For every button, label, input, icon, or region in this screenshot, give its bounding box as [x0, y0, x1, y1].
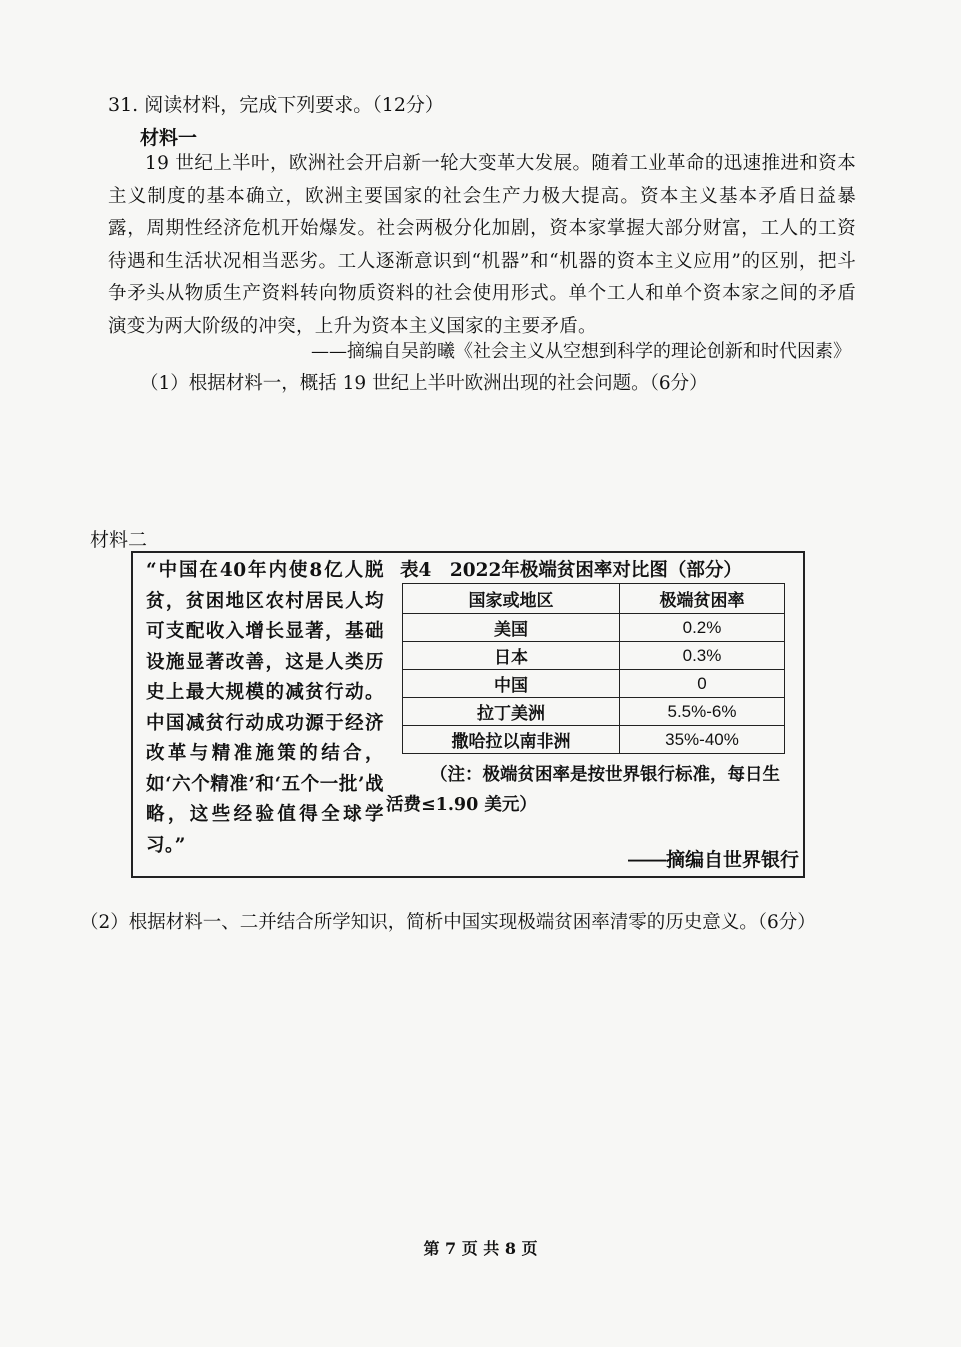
region-cell: 日本 [403, 642, 620, 670]
rate-cell: 0.3% [620, 642, 785, 670]
rate-cell: 5.5%-6% [620, 698, 785, 726]
note-line-1: （注：极端贫困率是按世界银行标准，每日生 [430, 765, 780, 785]
region-cell: 美国 [403, 614, 620, 642]
world-bank-quote: “中国在40年内使8亿人脱贫，贫困地区农村居民人均可支配收入增长显著，基础设施显著改善，这是人类历史上最大规模的减贫行动。中国减贫行动成功源于经济改革与精准施策的结合，如‘六个精准’和‘五个一批’战略，这些经验值得全球学习。” [146, 560, 384, 856]
material1-body: 19 世纪上半叶，欧洲社会开启新一轮大变革大发展。随着工业革命的迅速推进和资本主义制度的基本确立，欧洲主要国家的社会生产力极大提高。资本主义基本矛盾日益暴露，周期性经济危机开始爆发。社会两极分化加剧，资本家掌握大部分财富，工人的工资待遇和生活状况相当恶劣。工人逐渐意识到“机器”和“机器的资本主义应用”的区别，把斗争矛头从物质生产资料转向物质资料的社会使用形式。单个工人和单个资本家之间的矛盾演变为两大阶级的冲突，上升为资本主义国家的主要矛盾。 [108, 153, 856, 337]
question-title: 31. 阅读材料，完成下列要求。（12分） [108, 94, 444, 116]
table-note [386, 760, 800, 815]
region-cell: 拉丁美洲 [403, 698, 620, 726]
material1-label: 材料一 [140, 127, 198, 149]
table-row [403, 698, 785, 726]
material2-label: 材料二 [90, 529, 148, 551]
table-row [403, 614, 785, 642]
page-number: 第 7 页 共 8 页 [423, 1239, 538, 1258]
rate-cell: 0.2% [620, 614, 785, 642]
table-title: 表4 2022年极端贫困率对比图（部分） [400, 560, 742, 581]
sub-question-1: （1）根据材料一，概括 19 世纪上半叶欧洲出现的社会问题。（6分） [140, 373, 708, 394]
rate-cell: 35%-40% [620, 726, 785, 754]
material1-source: ——摘编自吴韵曦《社会主义从空想到科学的理论创新和时代因素》 [311, 341, 851, 362]
region-cell: 中国 [403, 670, 620, 698]
table-row [403, 726, 785, 754]
note-line-2: 活费≤1.90 美元） [386, 795, 537, 815]
table-row [403, 642, 785, 670]
poverty-rate-table [402, 583, 785, 754]
table-row [403, 670, 785, 698]
region-cell: 撒哈拉以南非洲 [403, 726, 620, 754]
header-rate: 极端贫困率 [620, 584, 785, 614]
sub-question-2: （2）根据材料一、二并结合所学知识，简析中国实现极端贫困率清零的历史意义。（6分） [80, 912, 816, 933]
rate-cell: 0 [620, 670, 785, 698]
header-region: 国家或地区 [403, 584, 620, 614]
table-header-row [403, 584, 785, 614]
material2-source: ——摘编自世界银行 [627, 850, 799, 871]
